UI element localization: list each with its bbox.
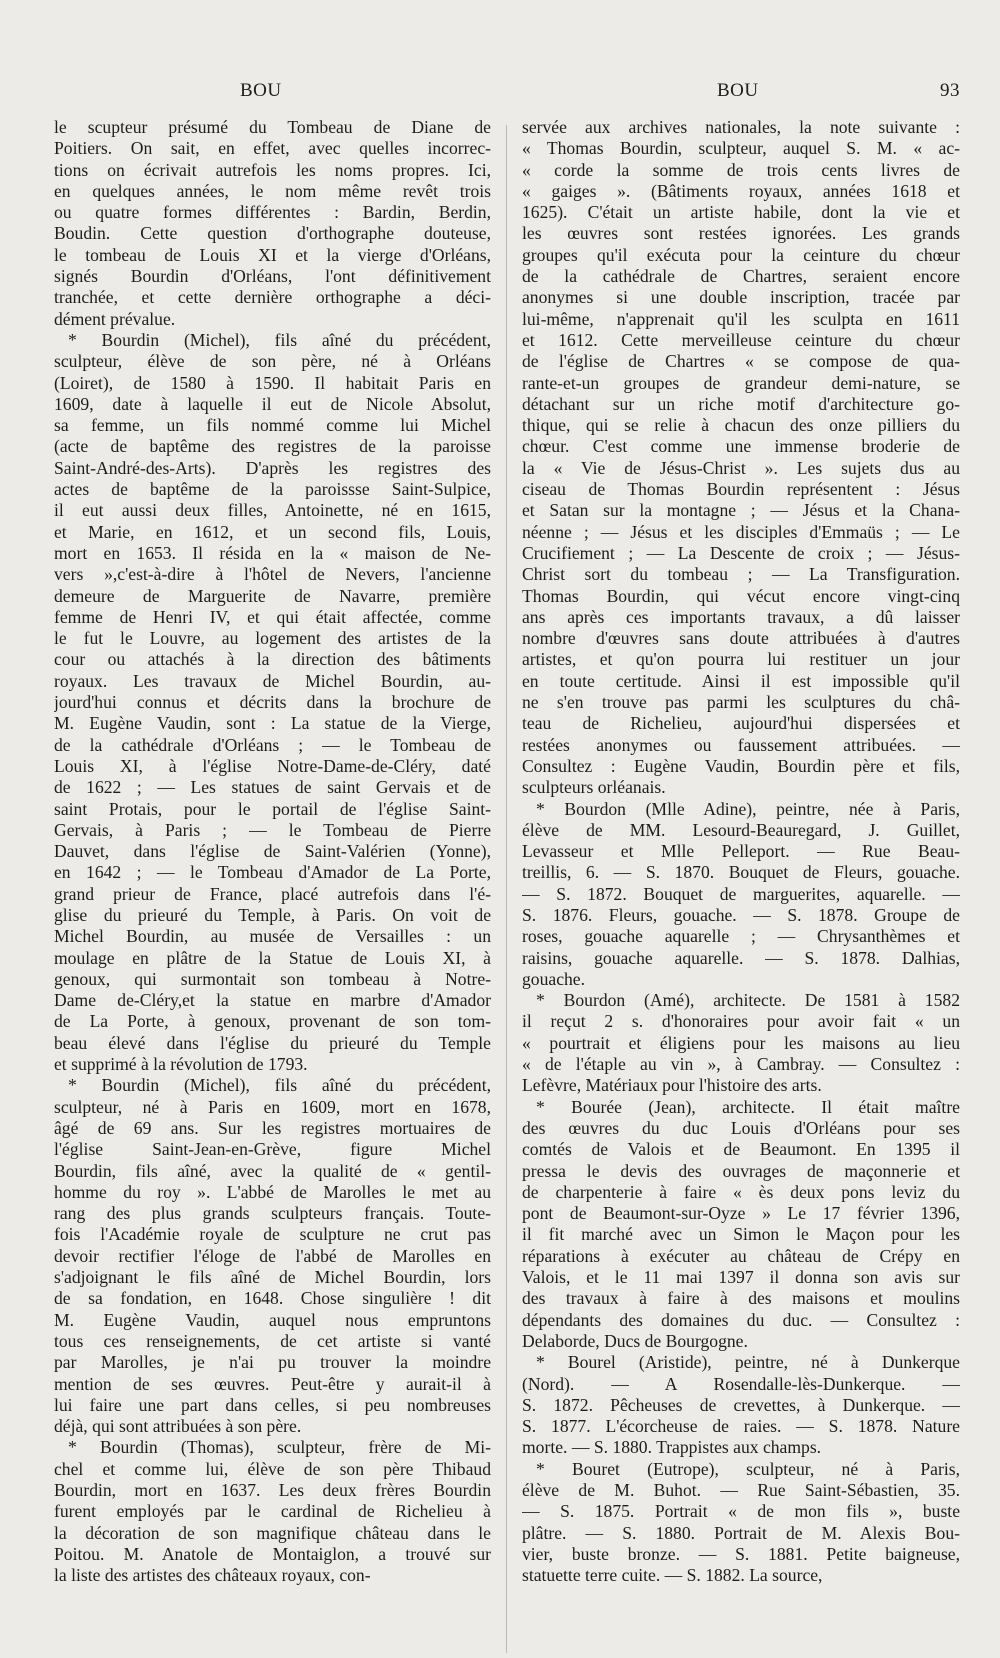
text-line: tous ces renseignements, de cet artiste si vanté (54, 1330, 491, 1351)
text-line: restées anonymes ou faussement attribuées. — (522, 734, 960, 755)
text-line: « Thomas Bourdin, sculpteur, auquel S. M. « ac- (522, 138, 960, 159)
text-line: néenne ; — Jésus et les disciples d'Emmaüs ; — Le (522, 521, 960, 542)
text-line: de charpenterie à faire « ès deux pons leviz du (522, 1181, 960, 1202)
text-line: gouache. (522, 968, 586, 989)
text-line: sculpteur, élève de son père, né à Orléans (54, 351, 491, 372)
text-line: de sa fondation, en 1648. Chose singulière ! dit (54, 1288, 491, 1309)
text-line: la « Vie de Jésus-Christ ». Les sujets dus au (522, 457, 960, 478)
text-line: il fit marché avec un Simon le Maçon pour les (522, 1224, 960, 1245)
text-line: M. Eugène Vaudin, sont : La statue de la Vierge, (54, 713, 491, 734)
text-line: * Bourdin (Michel), fils aîné du précédent, (68, 329, 491, 350)
text-line: femme de Henri IV, et qui était affectée, comme (54, 606, 491, 627)
text-line: * Bourdin (Michel), fils aîné du précédent, (68, 1075, 491, 1096)
text-line: vers »,c'est-à-dire à l'hôtel de Nevers, l'ancienne (54, 564, 491, 585)
text-line: royaux. Les travaux de Michel Bourdin, au- (54, 670, 491, 691)
text-line: Crucifiement ; — La Descente de croix ; — Jésus- (522, 542, 960, 563)
text-line: des travaux à faire à des maisons et moulins (522, 1288, 960, 1309)
text-line: demeure de Marguerite de Navarre, première (54, 585, 491, 606)
text-line: pressa le devis des ouvrages de maçonnerie et (522, 1160, 960, 1181)
column-divider (506, 125, 507, 1653)
text-line: Poitiers. On sait, en effet, avec quelles incorrec- (54, 138, 491, 159)
text-line: Lefèvre, Matériaux pour l'histoire des arts. (522, 1075, 822, 1096)
text-line: roses, gouache aquarelle ; — Chrysanthèmes et (522, 926, 960, 947)
text-line: ne s'en trouve pas parmi les sculptures du châ- (522, 692, 960, 713)
text-line: dément prévalue. (54, 308, 176, 329)
text-line: et supprimé à la révolution de 1793. (54, 1054, 308, 1075)
text-line: Consultez : Eugène Vaudin, Bourdin père et fils, (522, 755, 960, 776)
text-line: ciseau de Thomas Bourdin représentent : Jésus (522, 479, 960, 500)
text-line: S. 1872. Pêcheuses de crevettes, à Dunkerque. — (522, 1394, 960, 1415)
text-line: servée aux archives nationales, la note suivante : (522, 117, 960, 137)
right-column (522, 117, 960, 1586)
text-line: rang des plus grands sculpteurs français. Toute- (54, 1203, 491, 1224)
text-line: actes de baptême de la paroissse Saint-Sulpice, (54, 479, 491, 500)
text-line: tions on écrivait autrefois les noms propres. Ici, (54, 159, 491, 180)
text-line: M. Eugène Vaudin, auquel nous empruntons (54, 1309, 491, 1330)
text-line: saint Protais, pour le portail de l'église Saint- (54, 798, 491, 819)
text-line: (Nord). — A Rosendalle-lès-Dunkerque. — (522, 1373, 960, 1394)
text-line: de 1622 ; — Les statues de saint Gervais et de (54, 777, 491, 798)
text-line: il reçut 2 s. d'honoraires pour avoir fait « un (522, 1011, 960, 1032)
text-line: (Loiret), de 1580 à 1590. Il habitait Paris en (54, 372, 491, 393)
text-line: cour ou attachés à la direction des bâtiments (54, 649, 491, 670)
text-line: le fut le Louvre, au logement des artistes de la (54, 628, 491, 649)
text-line: thique, qui se relie à chacun des onze pilliers du (522, 415, 960, 436)
text-line: anonymes si une double inscription, tracée par (522, 287, 960, 308)
text-line: Delaborde, Ducs de Bourgogne. (522, 1330, 748, 1351)
text-line: « de l'étaple au vin », à Cambray. — Consultez : (522, 1054, 960, 1075)
text-line: sculpteurs orléanais. (522, 777, 666, 798)
text-line: et Satan sur la montagne ; — Jésus et la Chana- (522, 500, 960, 521)
text-line: Dauvet, dans l'église de Saint-Valérien (Yonne), (54, 841, 491, 862)
text-line: « pourtrait et éligiens pour les maisons au lieu (522, 1032, 960, 1053)
text-line: de La Porte, à genoux, provenant de son tom- (54, 1011, 491, 1032)
text-line: chœur. C'est comme une immense broderie de (522, 436, 960, 457)
text-line: les œuvres sont restées ignorées. Les grands (522, 223, 960, 244)
text-line: ou quatre formes différentes : Bardin, Berdin, (54, 202, 491, 223)
text-line: et Marie, en 1612, et un second fils, Louis, (54, 521, 491, 542)
text-line: S. 1876. Fleurs, gouache. — S. 1878. Groupe de (522, 904, 960, 925)
text-line: de la cathédrale de Chartres, seraient encore (522, 266, 960, 287)
text-line: de l'église de Chartres « se compose de qua- (522, 351, 960, 372)
text-line: mort en 1653. Il résida en la « maison de Ne- (54, 542, 491, 563)
text-line: vier, buste bronze. — S. 1881. Petite baigneuse, (522, 1543, 960, 1564)
text-line: Boudin. Cette question d'orthographe douteuse, (54, 223, 491, 244)
text-line: glise du prieuré du Temple, à Paris. On voit de (54, 904, 491, 925)
text-line: détachant sur un riche motif d'architecture go- (522, 393, 960, 414)
text-line: chel et comme lui, élève de son père Thibaud (54, 1458, 491, 1479)
text-line: Michel Bourdin, au musée de Versailles : un (54, 926, 491, 947)
text-line: grand prieur de France, placé autrefois dans l'é- (54, 883, 491, 904)
text-line: * Bourdin (Thomas), sculpteur, frère de Mi- (68, 1437, 491, 1458)
text-line: treillis, 6. — S. 1870. Bouquet de Fleurs, gouache. (522, 862, 960, 883)
text-line: déjà, qui sont attribuées à son père. (54, 1416, 302, 1437)
text-line: teau de Richelieu, aujourd'hui dispersées et (522, 713, 960, 734)
text-line: Bourdin, fils aîné, avec la qualité de « gentil- (54, 1160, 491, 1181)
text-line: Bourdin, mort en 1637. Les deux frères Bourdin (54, 1480, 491, 1500)
text-line: artistes, et qu'on pourra lui restituer un jour (522, 649, 960, 670)
text-line: nombre d'œuvres sans doute attribuées à d'autres (522, 628, 960, 649)
text-line: lui faire une part dans celles, si peu nombreuses (54, 1394, 491, 1415)
text-line: Saint-André-des-Arts). D'après les registres des (54, 457, 491, 478)
text-line: fois l'Académie royale de sculpture ne crut pas (54, 1224, 491, 1245)
running-header-left: BOU (240, 80, 282, 101)
text-line: * Bourdon (Amé), architecte. De 1581 à 1582 (536, 990, 960, 1011)
text-line: groupes qu'il exécuta pour la ceinture du chœur (522, 244, 960, 265)
text-line: mention de ses œuvres. Peut-être y aurait-il à (54, 1373, 491, 1394)
text-line: tranchée, et cette dernière orthographe a déci- (54, 287, 491, 308)
text-line: 1625). C'était un artiste habile, dont la vie et (522, 202, 960, 223)
page-number: 93 (940, 80, 960, 101)
text-line: élève de MM. Lesourd-Beauregard, J. Guillet, (522, 819, 960, 840)
text-line: — S. 1875. Portrait « de mon fils », buste (522, 1501, 960, 1522)
text-line: s'adjoignant le fils aîné de Michel Bourdin, lors (54, 1267, 491, 1288)
text-line: raisins, gouache aquarelle. — S. 1878. Dalhias, (522, 947, 960, 968)
text-line: « corde la somme de trois cents livres de (522, 159, 960, 180)
left-column (54, 117, 491, 1586)
text-line: Valois, et le 11 mai 1397 il donna son avis sur (522, 1267, 960, 1288)
text-line: beau élevé dans l'église du prieuré du Temple (54, 1032, 491, 1053)
text-line: * Bourée (Jean), architecte. Il était maître (536, 1096, 960, 1117)
text-line: élève de M. Buhot. — Rue Saint-Sébastien, 35. (522, 1480, 960, 1500)
text-line: rante-et-un groupes de grandeur demi-nature, se (522, 372, 960, 393)
running-header-center: BOU (717, 80, 759, 101)
text-line: Poitou. M. Anatole de Montaiglon, a trouvé sur (54, 1543, 491, 1564)
text-line: S. 1877. L'écorcheuse de raies. — S. 1878. Nature (522, 1416, 960, 1437)
text-line: morte. — S. 1880. Trappistes aux champs. (522, 1437, 822, 1458)
text-line: Louis XI, à l'église Notre-Dame-de-Cléry, daté (54, 755, 491, 776)
text-line: la liste des artistes des châteaux royaux, con- (54, 1565, 371, 1586)
text-line: signés Bourdin d'Orléans, l'ont définitivement (54, 266, 491, 287)
text-line: Gervais, à Paris ; — le Tombeau de Pierre (54, 819, 491, 840)
text-line: 1609, date à laquelle il eut de Nicole Absolut, (54, 393, 491, 414)
text-line: Levasseur et Mlle Pelleport. — Rue Beau- (522, 841, 960, 862)
text-line: devoir rectifier l'éloge de l'abbé de Marolles en (54, 1245, 491, 1266)
text-line: en quelques années, le nom même revêt trois (54, 180, 491, 201)
text-line: moulage en plâtre de la Statue de Louis XI, à (54, 947, 491, 968)
text-line: furent employés par le cardinal de Richelieu à (54, 1501, 491, 1522)
text-line: * Bourel (Aristide), peintre, né à Dunkerque (536, 1352, 960, 1373)
text-line: pont de Beaumont-sur-Oyze » Le 17 février 1396, (522, 1203, 960, 1224)
text-line: * Bouret (Eutrope), sculpteur, né à Paris, (536, 1458, 960, 1479)
text-line: la décoration de son magnifique château dans le (54, 1522, 491, 1543)
text-line: le scupteur présumé du Tombeau de Diane de (54, 117, 491, 137)
text-line: et 1612. Cette merveilleuse ceinture du chœur (522, 329, 960, 350)
text-line: — S. 1872. Bouquet de marguerites, aquarelle. — (522, 883, 960, 904)
text-line: statuette terre cuite. — S. 1882. La source, (522, 1565, 823, 1586)
text-line: comtés de Valois et de Beaumont. En 1395 il (522, 1139, 960, 1160)
text-line: de la cathédrale d'Orléans ; — le Tombeau de (54, 734, 491, 755)
text-line: « gaiges ». (Bâtiments royaux, années 1618 et (522, 180, 960, 201)
text-line: réparations à exécuter au château de Crépy en (522, 1245, 960, 1266)
text-line: par Marolles, je n'ai pu trouver la moindre (54, 1352, 491, 1373)
text-line: en toute certitude. Ainsi il est impossible qu'il (522, 670, 960, 691)
text-line: des œuvres du duc Louis d'Orléans pour ses (522, 1117, 960, 1138)
text-line: (acte de baptême des registres de la paroisse (54, 436, 491, 457)
text-line: * Bourdon (Mlle Adine), peintre, née à Paris, (536, 798, 960, 819)
text-line: ans après ces importants travaux, a dû laisser (522, 606, 960, 627)
text-line: lui-même, n'apprenait qu'il les sculpta en 1611 (522, 308, 960, 329)
text-line: Thomas Bourdin, qui vécut encore vingt-cinq (522, 585, 960, 606)
text-line: en 1642 ; — le Tombeau d'Amador de La Porte, (54, 862, 491, 883)
text-line: sa femme, un fils nommé comme lui Michel (54, 415, 491, 436)
text-line: sculpteur, né à Paris en 1609, mort en 1678, (54, 1096, 491, 1117)
text-line: jourd'hui connus et décrits dans la brochure de (54, 692, 491, 713)
text-line: homme du roy ». L'abbé de Marolles le met au (54, 1181, 491, 1202)
text-line: il eut aussi deux filles, Antoinette, né en 1615, (54, 500, 491, 521)
text-line: dépendants des domaines du duc. — Consultez : (522, 1309, 960, 1330)
text-line: genoux, qui surmontait son tombeau à Notre- (54, 968, 491, 989)
text-line: Dame de-Cléry,et la statue en marbre d'Amador (54, 990, 491, 1011)
text-line: le tombeau de Louis XI et la vierge d'Orléans, (54, 244, 491, 265)
text-line: âgé de 69 ans. Sur les registres mortuaires de (54, 1117, 491, 1138)
text-line: plâtre. — S. 1880. Portrait de M. Alexis Bou- (522, 1522, 960, 1543)
text-line: l'église Saint-Jean-en-Grève, figure Michel (54, 1139, 491, 1160)
text-line: Christ sort du tombeau ; — La Transfiguration. (522, 564, 960, 585)
